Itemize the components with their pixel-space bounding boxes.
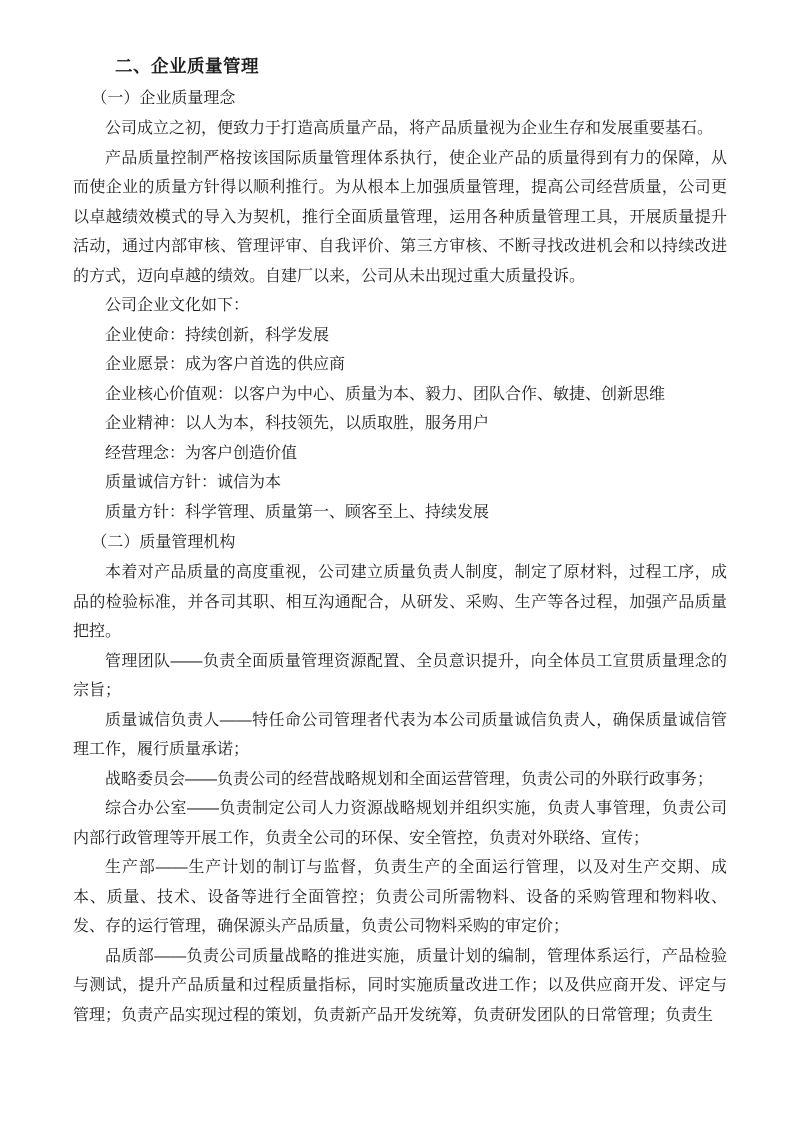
culture-line-core-values: 企业核心价值观：以客户为中心、质量为本、毅力、团队合作、敏捷、创新思维 bbox=[105, 385, 666, 403]
section-2-heading: （二）质量管理机构 bbox=[91, 534, 236, 551]
document-title: 二、企业质量管理 bbox=[115, 56, 259, 76]
paragraph-quality-integrity-leader: 质量诚信负责人——特任命公司管理者代表为本公司质量诚信负责人，确保质量诚信管理工作，履行质量承诺； bbox=[73, 711, 727, 758]
paragraph: 公司企业文化如下： bbox=[105, 297, 250, 314]
culture-line-integrity-policy: 质量诚信方针：诚信为本 bbox=[105, 474, 282, 491]
paragraph-strategy-committee: 战略委员会——负责公司的经营战略规划和全面运营管理，负责公司的外联行政事务； bbox=[105, 770, 714, 788]
paragraph: 产品质量控制严格按该国际质量管理体系执行，使企业产品的质量得到有力的保障，从而使企业的质量方针得以顺利推行。为从根本上加强质量管理，提高公司经营质量，公司更以卓越绩效模式的导入为契机，推行全面质量管理，运用各种质量管理工具，开展质量提升活动，通过内部审核、管理评审、自我评价、第三方审核、不断寻找改进机会和以持续改进的方式，迈向卓越的绩效。自建厂以来，公司从未出现过重大质量投诉。 bbox=[73, 149, 727, 285]
paragraph-management-team: 管理团队——负责全面质量管理资源配置、全员意识提升，向全体员工宣贯质量理念的宗旨； bbox=[73, 652, 727, 699]
paragraph-general-office: 综合办公室——负责制定公司人力资源战略规划并组织实施，负责人事管理，负责公司内部行政管理等开展工作，负责全公司的环保、安全管控，负责对外联络、宣传； bbox=[73, 800, 727, 847]
culture-line-business-philosophy: 经营理念：为客户创造价值 bbox=[105, 444, 298, 462]
culture-line-vision: 企业愿景：成为客户首选的供应商 bbox=[105, 356, 346, 373]
paragraph-quality-dept: 品质部——负责公司质量战略的推进实施，质量计划的编制，管理体系运行，产品检验与测试，提升产品质量和过程质量指标，同时实施质量改进工作；以及供应商开发、评定与管理；负责产品实现过程的策划，负责新产品开发统筹，负责研发团队的日常管理；负责生 bbox=[73, 947, 727, 1024]
culture-line-mission: 企业使命：持续创新，科学发展 bbox=[105, 326, 330, 344]
culture-line-quality-policy: 质量方针：科学管理、质量第一、顾客至上、持续发展 bbox=[105, 503, 490, 521]
paragraph: 本着对产品质量的高度重视，公司建立质量负责人制度，制定了原材料，过程工序，成品的检验标准，并各司其职、相互沟通配合，从研发、采购、生产等各过程，加强产品质量把控。 bbox=[73, 564, 727, 640]
section-1-heading: （一）企业质量理念 bbox=[91, 90, 236, 107]
paragraph: 公司成立之初，便致力于打造高质量产品，将产品质量视为企业生存和发展重要基石。 bbox=[105, 120, 714, 137]
paragraph-production-dept: 生产部——生产计划的制订与监督，负责生产的全面运行管理，以及对生产交期、成本、质量、技术、设备等进行全面管控；负责公司所需物料、设备的采购管理和物料收、发、存的运行管理，确保源头产品质量，负责公司物料采购的审定价； bbox=[73, 859, 727, 935]
culture-line-spirit: 企业精神：以人为本，科技领先，以质取胜，服务用户 bbox=[105, 415, 490, 432]
